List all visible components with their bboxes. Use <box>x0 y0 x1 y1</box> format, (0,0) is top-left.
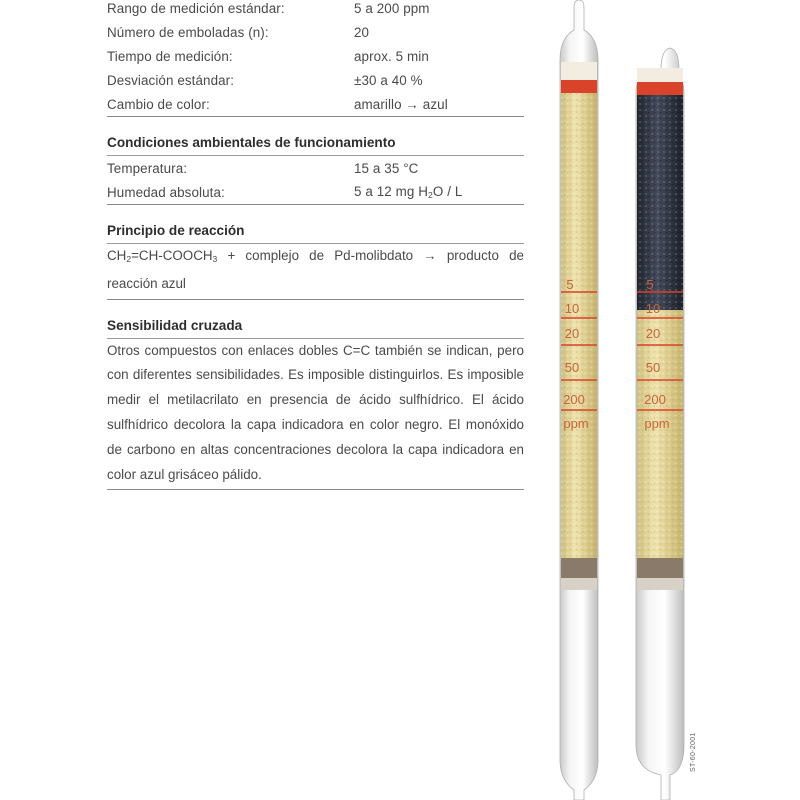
condition-label: Humedad absoluta: <box>107 184 225 200</box>
scale-label: 5 <box>566 277 574 292</box>
scale-label: 200 <box>644 392 666 407</box>
condition-value: 15 a 35 °C <box>354 160 419 176</box>
scale-label: ppm <box>563 416 589 431</box>
cross-sensitivity-text: Otros compuestos con enlaces dobles C=C también se indican, pero con diferentes sensibilidades. Es imposible distinguirlos. Es imposible medir el metilacrilato en presencia de ácido sulfhídrico. El ácido sulfhídrico decolora la capa indicadora en color negro. El monóxido de carbono en altas concentraciones decolora la capa indicadora en color azul grisáceo pálido. <box>107 342 524 482</box>
section-title: Condiciones ambientales de funcionamiento <box>107 135 396 150</box>
catalog-code: ST-60-2001 <box>690 732 697 772</box>
scale-label: 20 <box>564 326 580 341</box>
divider <box>107 204 524 205</box>
spec-label: Tiempo de medición: <box>107 48 233 64</box>
spec-label: Número de emboladas (n): <box>107 24 269 40</box>
spec-row <box>107 68 524 92</box>
scale-label: 10 <box>564 301 580 316</box>
condition-row <box>107 180 524 204</box>
spec-value: ±30 a 40 % <box>354 72 423 88</box>
scale-label: 50 <box>645 360 661 375</box>
divider <box>107 299 524 300</box>
spec-row <box>107 44 524 68</box>
cross-sensitivity-section <box>107 314 524 491</box>
spec-label: Rango de medición estándar: <box>107 0 285 16</box>
spec-value: aprox. 5 min <box>354 48 429 64</box>
scale-label: 200 <box>563 392 585 407</box>
right-tube <box>636 48 684 800</box>
spec-row <box>107 92 524 116</box>
section-title: Principio de reacción <box>107 223 245 238</box>
condition-label: Temperatura: <box>107 160 188 176</box>
reaction-section <box>107 219 524 300</box>
conditions-section <box>107 131 524 205</box>
section-title: Sensibilidad cruzada <box>107 317 243 333</box>
scale-label: 50 <box>564 360 580 375</box>
condition-value: 5 a 12 mg $H_2O$ / L <box>354 184 463 200</box>
spec-sheet <box>107 0 524 490</box>
measurement-specs <box>107 0 524 117</box>
scale-label: 5 <box>646 277 654 292</box>
spec-label: Cambio de color: <box>107 96 210 112</box>
left-tube <box>560 0 598 800</box>
detector-tubes-image <box>530 0 710 800</box>
scale-label: ppm <box>644 416 670 431</box>
spec-label: Desviación estándar: <box>107 72 235 88</box>
scale-label: 20 <box>645 326 661 341</box>
reaction-formula: $CH_2=CH-COOCH_3$ + complejo de Pd-molibdato → producto de reacción azul <box>107 248 524 291</box>
spec-row <box>107 0 524 20</box>
divider <box>107 489 524 490</box>
divider <box>107 116 524 117</box>
spec-value: 5 a 200 ppm <box>354 0 430 16</box>
scale-label: 10 <box>645 301 661 316</box>
spec-value: amarillo → azul <box>354 96 448 112</box>
condition-row <box>107 156 524 180</box>
spec-value: 20 <box>354 24 370 40</box>
spec-row <box>107 20 524 44</box>
